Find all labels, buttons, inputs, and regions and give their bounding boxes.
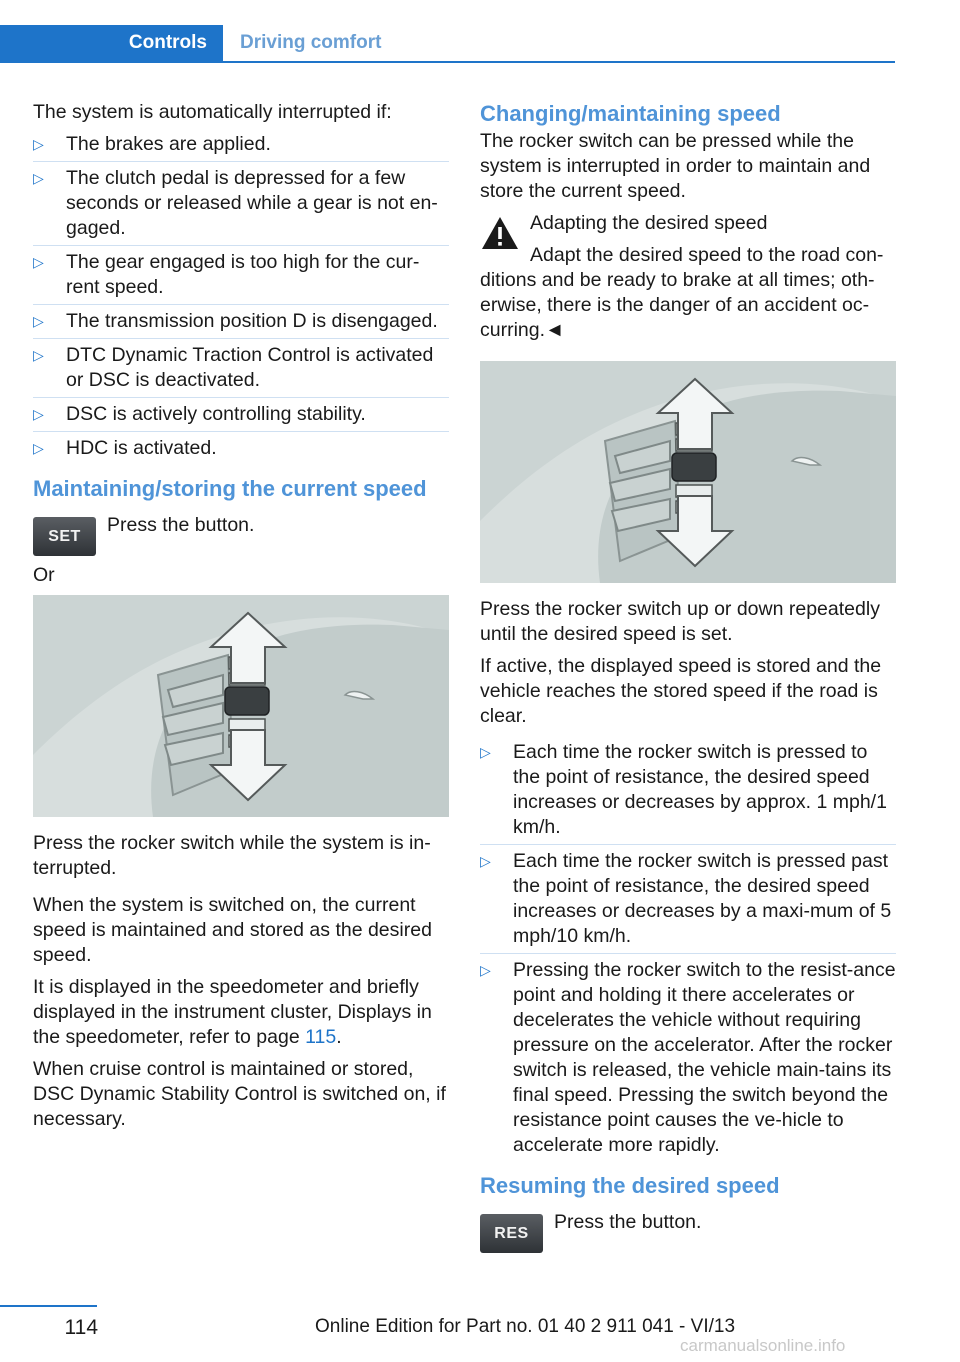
- interrupt-intro: The system is automatically interrupted if:: [33, 101, 392, 123]
- list-item: ▷ The clutch pedal is depressed for a few seconds or released while a gear is not en-gaged.: [33, 162, 449, 246]
- list-item: ▷ Pressing the rocker switch to the resist-ance point and holding it there accelerates or decelerates the vehicle without requiring pressure on the accelerator. After the rocker switch is released, the vehicle main-tains its final speed. Pressing the switch beyond the resistance point causes the ve-hicle to accelerate more rapidly.: [480, 959, 896, 1156]
- warning-title: Adapting the desired speed: [530, 212, 768, 234]
- press-button-text: Press the button.: [554, 1211, 702, 1233]
- interrupt-list: [33, 128, 449, 465]
- triangle-bullet-icon: ▷: [33, 440, 44, 456]
- res-button-icon: RES: [480, 1214, 543, 1253]
- section-heading: Maintaining/storing the current speed: [33, 476, 427, 501]
- res-button-row: [480, 1206, 896, 1254]
- dsc-paragraph: When cruise control is maintained or stored, DSC Dynamic Stability Control is switched on, if necessary.: [33, 1058, 446, 1130]
- triangle-bullet-icon: ▷: [33, 347, 44, 363]
- page-link[interactable]: 115: [305, 1026, 337, 1048]
- triangle-bullet-icon: ▷: [33, 406, 44, 422]
- list-item: ▷ HDC is activated.: [33, 437, 217, 459]
- list-item: ▷ The gear engaged is too high for the cur-rent speed.: [33, 246, 449, 305]
- left-column: [33, 100, 449, 1139]
- warning-text: Adapt the desired speed to the road con-ditions and be ready to brake at all times; oth-erwise, there is the danger of an accident oc-curring.◄: [480, 244, 884, 341]
- triangle-bullet-icon: ▷: [33, 170, 44, 186]
- set-button-row: [33, 509, 449, 557]
- repeat-paragraph: Press the rocker switch up or down repeatedly until the desired speed is set.: [480, 598, 880, 645]
- watermark-text: carmanualsonline.info: [680, 1336, 846, 1355]
- warning-block: [480, 211, 896, 343]
- page-header: [0, 25, 895, 63]
- set-button-icon: SET: [33, 517, 96, 556]
- stored-paragraph: If active, the displayed speed is stored and the vehicle reaches the stored speed if the road is clear.: [480, 655, 882, 727]
- subsection-tab[interactable]: Driving comfort: [240, 32, 382, 53]
- list-item: ▷ Each time the rocker switch is pressed to the point of resistance, the desired speed increases or decreases by approx. 1 mph/1 km/h.: [480, 736, 896, 845]
- list-item: ▷ DSC is actively controlling stability.: [33, 398, 449, 432]
- triangle-bullet-icon: ▷: [33, 254, 44, 270]
- switched-on-paragraph: When the system is switched on, the current speed is maintained and stored as the desired speed.: [33, 894, 432, 966]
- list-item: ▷ DTC Dynamic Traction Control is activated or DSC is deactivated.: [33, 339, 449, 398]
- edition-text: Online Edition for Part no. 01 40 2 911 041 - VI/13: [315, 1316, 736, 1337]
- steering-wheel-rocker-icon: [33, 595, 449, 817]
- page-number: 114: [64, 1316, 98, 1339]
- rocker-intro-paragraph: The rocker switch can be pressed while the system is interrupted in order to maintain and store the current speed.: [480, 130, 871, 202]
- section-heading: Resuming the desired speed: [480, 1173, 780, 1198]
- press-button-text: Press the button.: [107, 514, 255, 536]
- triangle-bullet-icon: ▷: [480, 853, 491, 869]
- steering-wheel-photo: [480, 361, 896, 583]
- list-item: ▷ Each time the rocker switch is pressed past the point of resistance, the desired speed increases or decreases by a maxi-mum of 5 mph/10 km/h.: [480, 845, 896, 954]
- steering-wheel-photo: [33, 595, 449, 817]
- or-text: Or: [33, 564, 55, 586]
- footer-rule: [0, 1305, 97, 1307]
- section-tab[interactable]: Controls: [0, 25, 223, 61]
- display-paragraph: It is displayed in the speedometer and briefly displayed in the instrument cluster, Displays in the speedometer, refer to page 115.: [33, 976, 432, 1048]
- right-column: [480, 100, 896, 1260]
- triangle-bullet-icon: ▷: [33, 313, 44, 329]
- list-item: ▷ The brakes are applied.: [33, 128, 449, 162]
- steering-wheel-rocker-icon: [480, 361, 896, 583]
- section-heading: Changing/maintaining speed: [480, 101, 781, 126]
- list-item: ▷ The transmission position D is disengaged.: [33, 305, 449, 339]
- triangle-bullet-icon: ▷: [480, 744, 491, 760]
- triangle-bullet-icon: ▷: [33, 136, 44, 152]
- triangle-bullet-icon: ▷: [480, 962, 491, 978]
- rocker-paragraph: Press the rocker switch while the system is in-terrupted.: [33, 832, 431, 879]
- warning-triangle-icon: [480, 215, 520, 251]
- header-rule: [0, 61, 895, 63]
- rocker-behavior-list: [480, 736, 896, 1162]
